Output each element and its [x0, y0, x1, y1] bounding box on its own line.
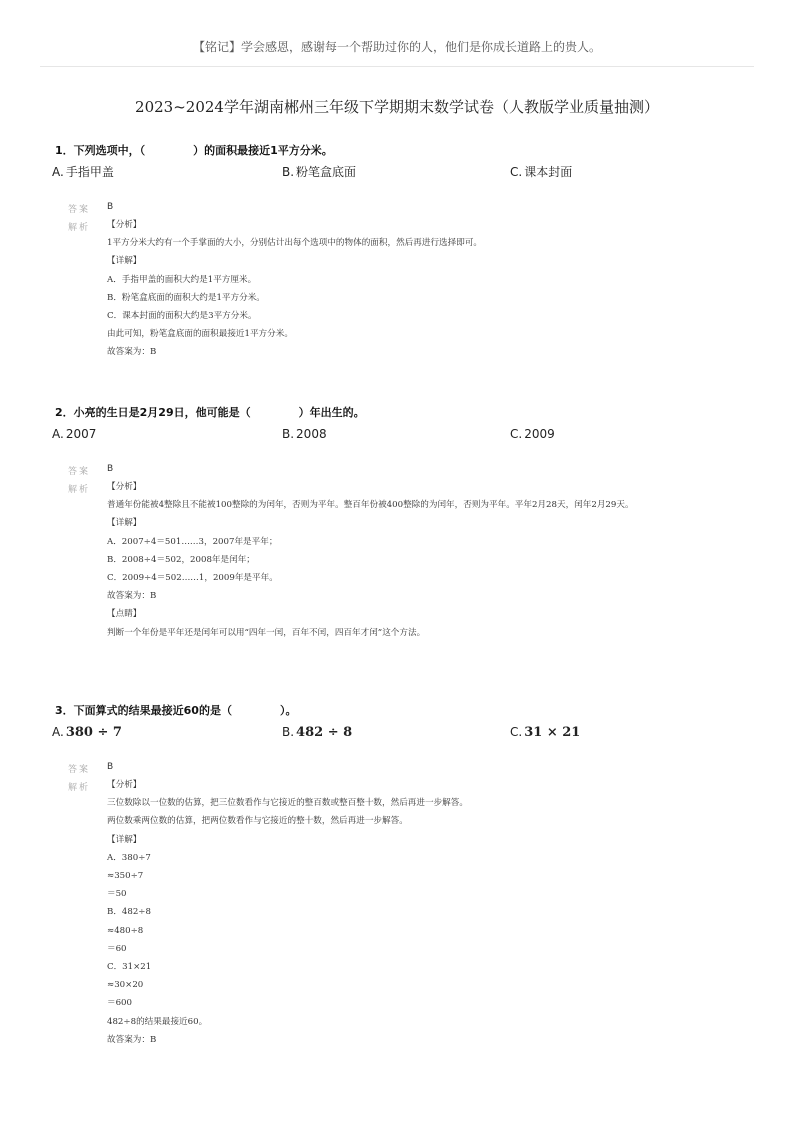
explanation-text: 【分析】 三位数除以一位数的估算，把三位数看作与它接近的整百数或整百整十数，然后再进一步解答。 两位数乘两位数的估算，把两位数看作与它接近的整十数，然后再进一步解答。 【详解】 A．380÷7 ≈350÷7 ＝50 B．482÷8 ≈480÷8 ＝60 C．31×21 ≈30×20 ＝600 482÷8的结果最接近60。 故答案为：B — [107, 780, 468, 1045]
option-c[interactable]: C. 2009 — [510, 427, 555, 441]
explanation-text: 【分析】 1平方分米大约有一个手掌面的大小，分别估计出每个选项中的物体的面积，然后再进行选择即可。 【详解】 A．手指甲盖的面积大约是1平方厘米。 B．粉笔盒底面的面积大约是1平方分米。 C．课本封面的面积大约是3平方分米。 由此可知，粉笔盒底面的面积最接近1平方分米。 故答案为：B — [107, 220, 483, 358]
question-1 — [52, 143, 755, 358]
answer-value: B — [107, 202, 114, 212]
header-motto: 【铭记】学会感恩，感谢每一个帮助过你的人，他们是你成长道路上的贵人。 — [192, 40, 601, 54]
answer-value: B — [107, 464, 114, 474]
header-divider — [40, 66, 754, 67]
answer-label: 答案 — [68, 765, 91, 775]
question-stem: 3．下面算式的结果最接近60的是（ ）。 — [55, 704, 297, 717]
option-a[interactable]: A. 2007 — [52, 427, 97, 441]
explanation-label: 解析 — [68, 223, 91, 233]
answer-label: 答案 — [68, 205, 91, 215]
option-c[interactable]: C. 31 × 21 — [510, 725, 581, 740]
question-3 — [52, 703, 755, 1045]
option-a[interactable]: A. 380 ÷ 7 — [52, 725, 122, 740]
answer-label: 答案 — [68, 467, 91, 477]
explanation-text: 【分析】 普通年份能被4整除且不能被100整除的为闰年，否则为平年。整百年份被400整除的为闰年，否则为平年。平年2月28天，闰年2月29天。 【详解】 A．2007÷4＝501……3，2007年是平年； B．2008÷4＝502，2008年是闰年； C．2009÷4＝502……1，2009年是平年。 故答案为：B 【点睛】 判断一个年份是平年还是闰年可以用“四年一闰，百年不闰，四百年才闰”这个方法。 — [107, 482, 634, 638]
option-b[interactable]: B. 2008 — [282, 427, 327, 441]
options — [52, 162, 755, 184]
question-stem: 2．小亮的生日是2月29日，他可能是（ ）年出生的。 — [55, 406, 365, 419]
exam-title: 2023~2024学年湖南郴州三年级下学期期末数学试卷（人教版学业质量抽测） — [135, 98, 659, 116]
option-b[interactable]: B. 482 ÷ 8 — [282, 725, 353, 740]
answer-value: B — [107, 762, 114, 772]
explanation-label: 解析 — [68, 485, 91, 495]
option-a[interactable]: A. 手指甲盖 — [52, 165, 114, 179]
question-2 — [52, 405, 755, 638]
question-stem: 1．下列选项中，（ ）的面积最接近1平方分米。 — [55, 144, 333, 157]
option-c[interactable]: C. 课本封面 — [510, 165, 573, 179]
option-b[interactable]: B. 粉笔盒底面 — [282, 165, 357, 179]
explanation-label: 解析 — [68, 783, 91, 793]
options — [52, 722, 755, 744]
options — [52, 424, 755, 446]
